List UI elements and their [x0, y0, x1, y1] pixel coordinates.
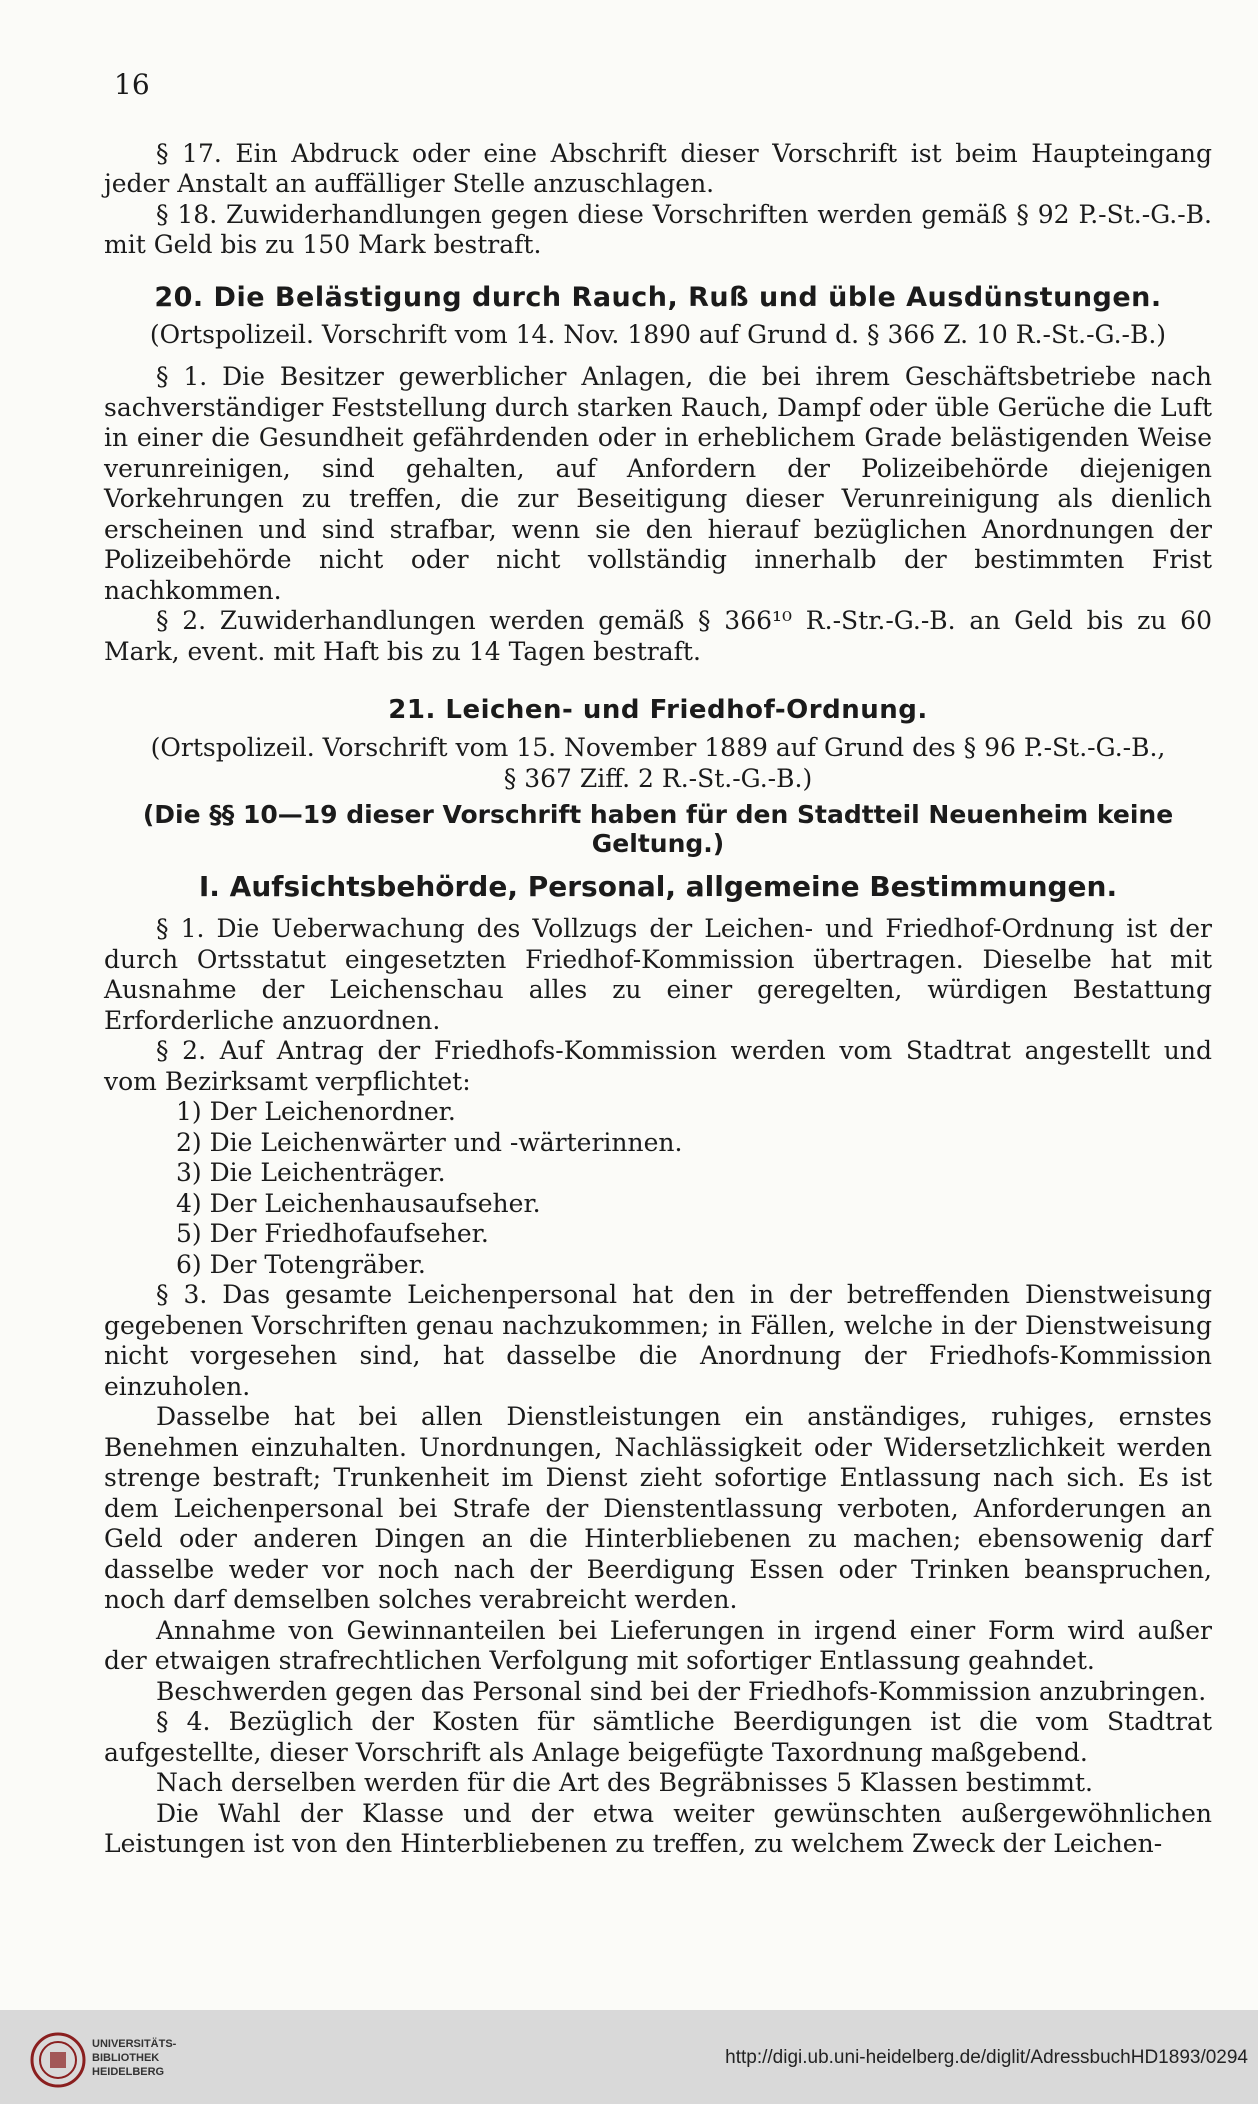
section-20-source: (Ortspolizeil. Vorschrift vom 14. Nov. 1890 auf Grund d. § 366 Z. 10 R.-St.-G.-B.) — [149, 320, 1167, 349]
spacer — [104, 350, 1212, 362]
section-20-title: 20. Die Belästigung durch Rauch, Ruß und üble Ausdünstungen. — [154, 281, 1162, 313]
permalink-url[interactable]: http://digi.ub.uni-heidelberg.de/diglit/AdressbuchHD1893/0294 — [725, 2047, 1248, 2068]
paragraph-3-conduct: Dasselbe hat bei allen Dienstleistungen ein anständiges, ruhiges, ernstes Benehmen einzuhalten. Unordnungen, Nachlässigkeit oder Widersetzlichkeit werden strenge bestraft; Trunkenheit im Dienst zieht sofortige Entlassung nach sich. Es ist dem Leichenpersonal bei Strafe der Dienstentlassung verboten, Anforderungen an Geld oder anderen Dingen an die Hinterbliebenen zu machen; ebensowenig darf dasselbe weder vor noch nach der Beerdigung Essen oder Trinken beanspruchen, noch darf demselben solches verabreicht werden. — [104, 1402, 1212, 1614]
paragraph-17: § 17. Ein Abdruck oder eine Abschrift dieser Vorschrift ist beim Haupteingang jeder Anstalt an auffälliger Stelle anzuschlagen. — [104, 138, 1212, 198]
list-item: 5) Der Friedhofaufseher. — [176, 1219, 489, 1248]
section-20-paragraph-1: § 1. Die Besitzer gewerblicher Anlagen, die bei ihrem Geschäftsbetriebe nach sachverständiger Feststellung durch starken Rauch, Dampf oder üble Gerüche die Luft in einer die Gesundheit gefährdenden oder in erheblichem Grade belästigenden Weise verunreinigen, sind gehalten, auf Anfordern der Polizeibehörde diejenigen Vorkehrungen zu treffen, die zur Beseitigung dieser Verunreinigung als dienlich erscheinen und sind strafbar, wenn sie den hierauf bezüglichen Anordnungen der Polizeibehörde nicht oder nicht vollständig innerhalb der bestimmten Frist nachkommen. — [104, 362, 1212, 605]
paragraph-4: § 4. Bezüglich der Kosten für sämtliche Beerdigungen ist die vom Stadtrat aufgestellte, dieser Vorschrift als Anlage beigefügte Taxordnung maßgebend. — [104, 1707, 1212, 1767]
library-name — [92, 2037, 176, 2079]
viewer-footer — [0, 2010, 1258, 2104]
library-name-line: HEIDELBERG — [92, 2066, 165, 2078]
paragraph-18: § 18. Zuwiderhandlungen gegen diese Vorschriften werden gemäß § 92 P.-St.-G.-B. mit Geld bis zu 150 Mark bestraft. — [104, 199, 1212, 259]
paragraph-4-choice: Die Wahl der Klasse und der etwa weiter gewünschten außergewöhnlichen Leistungen ist von den Hinterbliebenen zu treffen, zu welchem Zweck der Leichen- — [104, 1798, 1212, 1858]
page-number: 16 — [114, 68, 150, 101]
section-21-source-line-1: (Ortspolizeil. Vorschrift vom 15. November 1889 auf Grund des § 96 P.-St.-G.-B., — [150, 732, 1166, 762]
section-20-paragraph-2: § 2. Zuwiderhandlungen werden gemäß § 366¹⁰ R.-Str.-G.-B. an Geld bis zu 60 Mark, event. mit Haft bis zu 14 Tagen bestraft. — [104, 606, 1212, 666]
paragraph-3-gratuities: Annahme von Gewinnanteilen bei Lieferungen in irgend einer Form wird außer der etwaigen strafrechtlichen Verfolgung mit sofortiger Entlassung geahndet. — [104, 1615, 1212, 1675]
neuenheim-notice: (Die §§ 10—19 dieser Vorschrift haben für den Stadtteil Neuenheim keine Geltung.) — [142, 799, 1174, 858]
section-21-title: 21. Leichen- und Friedhof-Ordnung. — [388, 695, 928, 725]
library-name-line: UNIVERSITÄTS- — [92, 2038, 177, 2050]
list-item: 1) Der Leichenordner. — [176, 1097, 456, 1126]
part-1-heading: I. Aufsichtsbehörde, Personal, allgemeine Bestimmungen. — [198, 869, 1118, 903]
university-seal-icon — [30, 2032, 86, 2088]
list-item: 3) Die Leichenträger. — [176, 1158, 446, 1187]
personnel-list — [176, 1097, 1212, 1280]
page-content — [104, 70, 1212, 1860]
paragraph-3: § 3. Das gesamte Leichenpersonal hat den in der betreffenden Dienstweisung gegebenen Vorschriften genau nachzukommen; in Fällen, welche in der Dienstweisung nicht vorgesehen sind, hat dasselbe die Anordnung der Friedhofs-Kommission einzuholen. — [104, 1280, 1212, 1401]
list-item: 4) Der Leichenhausaufseher. — [176, 1188, 541, 1218]
section-21-source-line-2: § 367 Ziff. 2 R.-St.-G.-B.) — [503, 763, 813, 793]
library-name-line: BIBLIOTHEK — [92, 2052, 160, 2064]
list-item: 2) Die Leichenwärter und -wärterinnen. — [176, 1127, 683, 1157]
paragraph-2: § 2. Auf Antrag der Friedhofs-Kommission werden vom Stadtrat angestellt und vom Bezirksamt verpflichtet: — [104, 1036, 1212, 1096]
paragraph-1: § 1. Die Ueberwachung des Vollzugs der Leichen- und Friedhof-Ordnung ist der durch Ortsstatut eingesetzten Friedhof-Kommission übertragen. Dieselbe hat mit Ausnahme der Leichenschau alles zu einer geregelten, würdigen Bestattung Erforderliche anzuordnen. — [104, 914, 1212, 1035]
list-item: 6) Der Totengräber. — [176, 1249, 426, 1279]
paragraph-3-complaints: Beschwerden gegen das Personal sind bei der Friedhofs-Kommission anzubringen. — [156, 1676, 1207, 1706]
paragraph-4-classes: Nach derselben werden für die Art des Begräbnisses 5 Klassen bestimmt. — [156, 1768, 1093, 1797]
